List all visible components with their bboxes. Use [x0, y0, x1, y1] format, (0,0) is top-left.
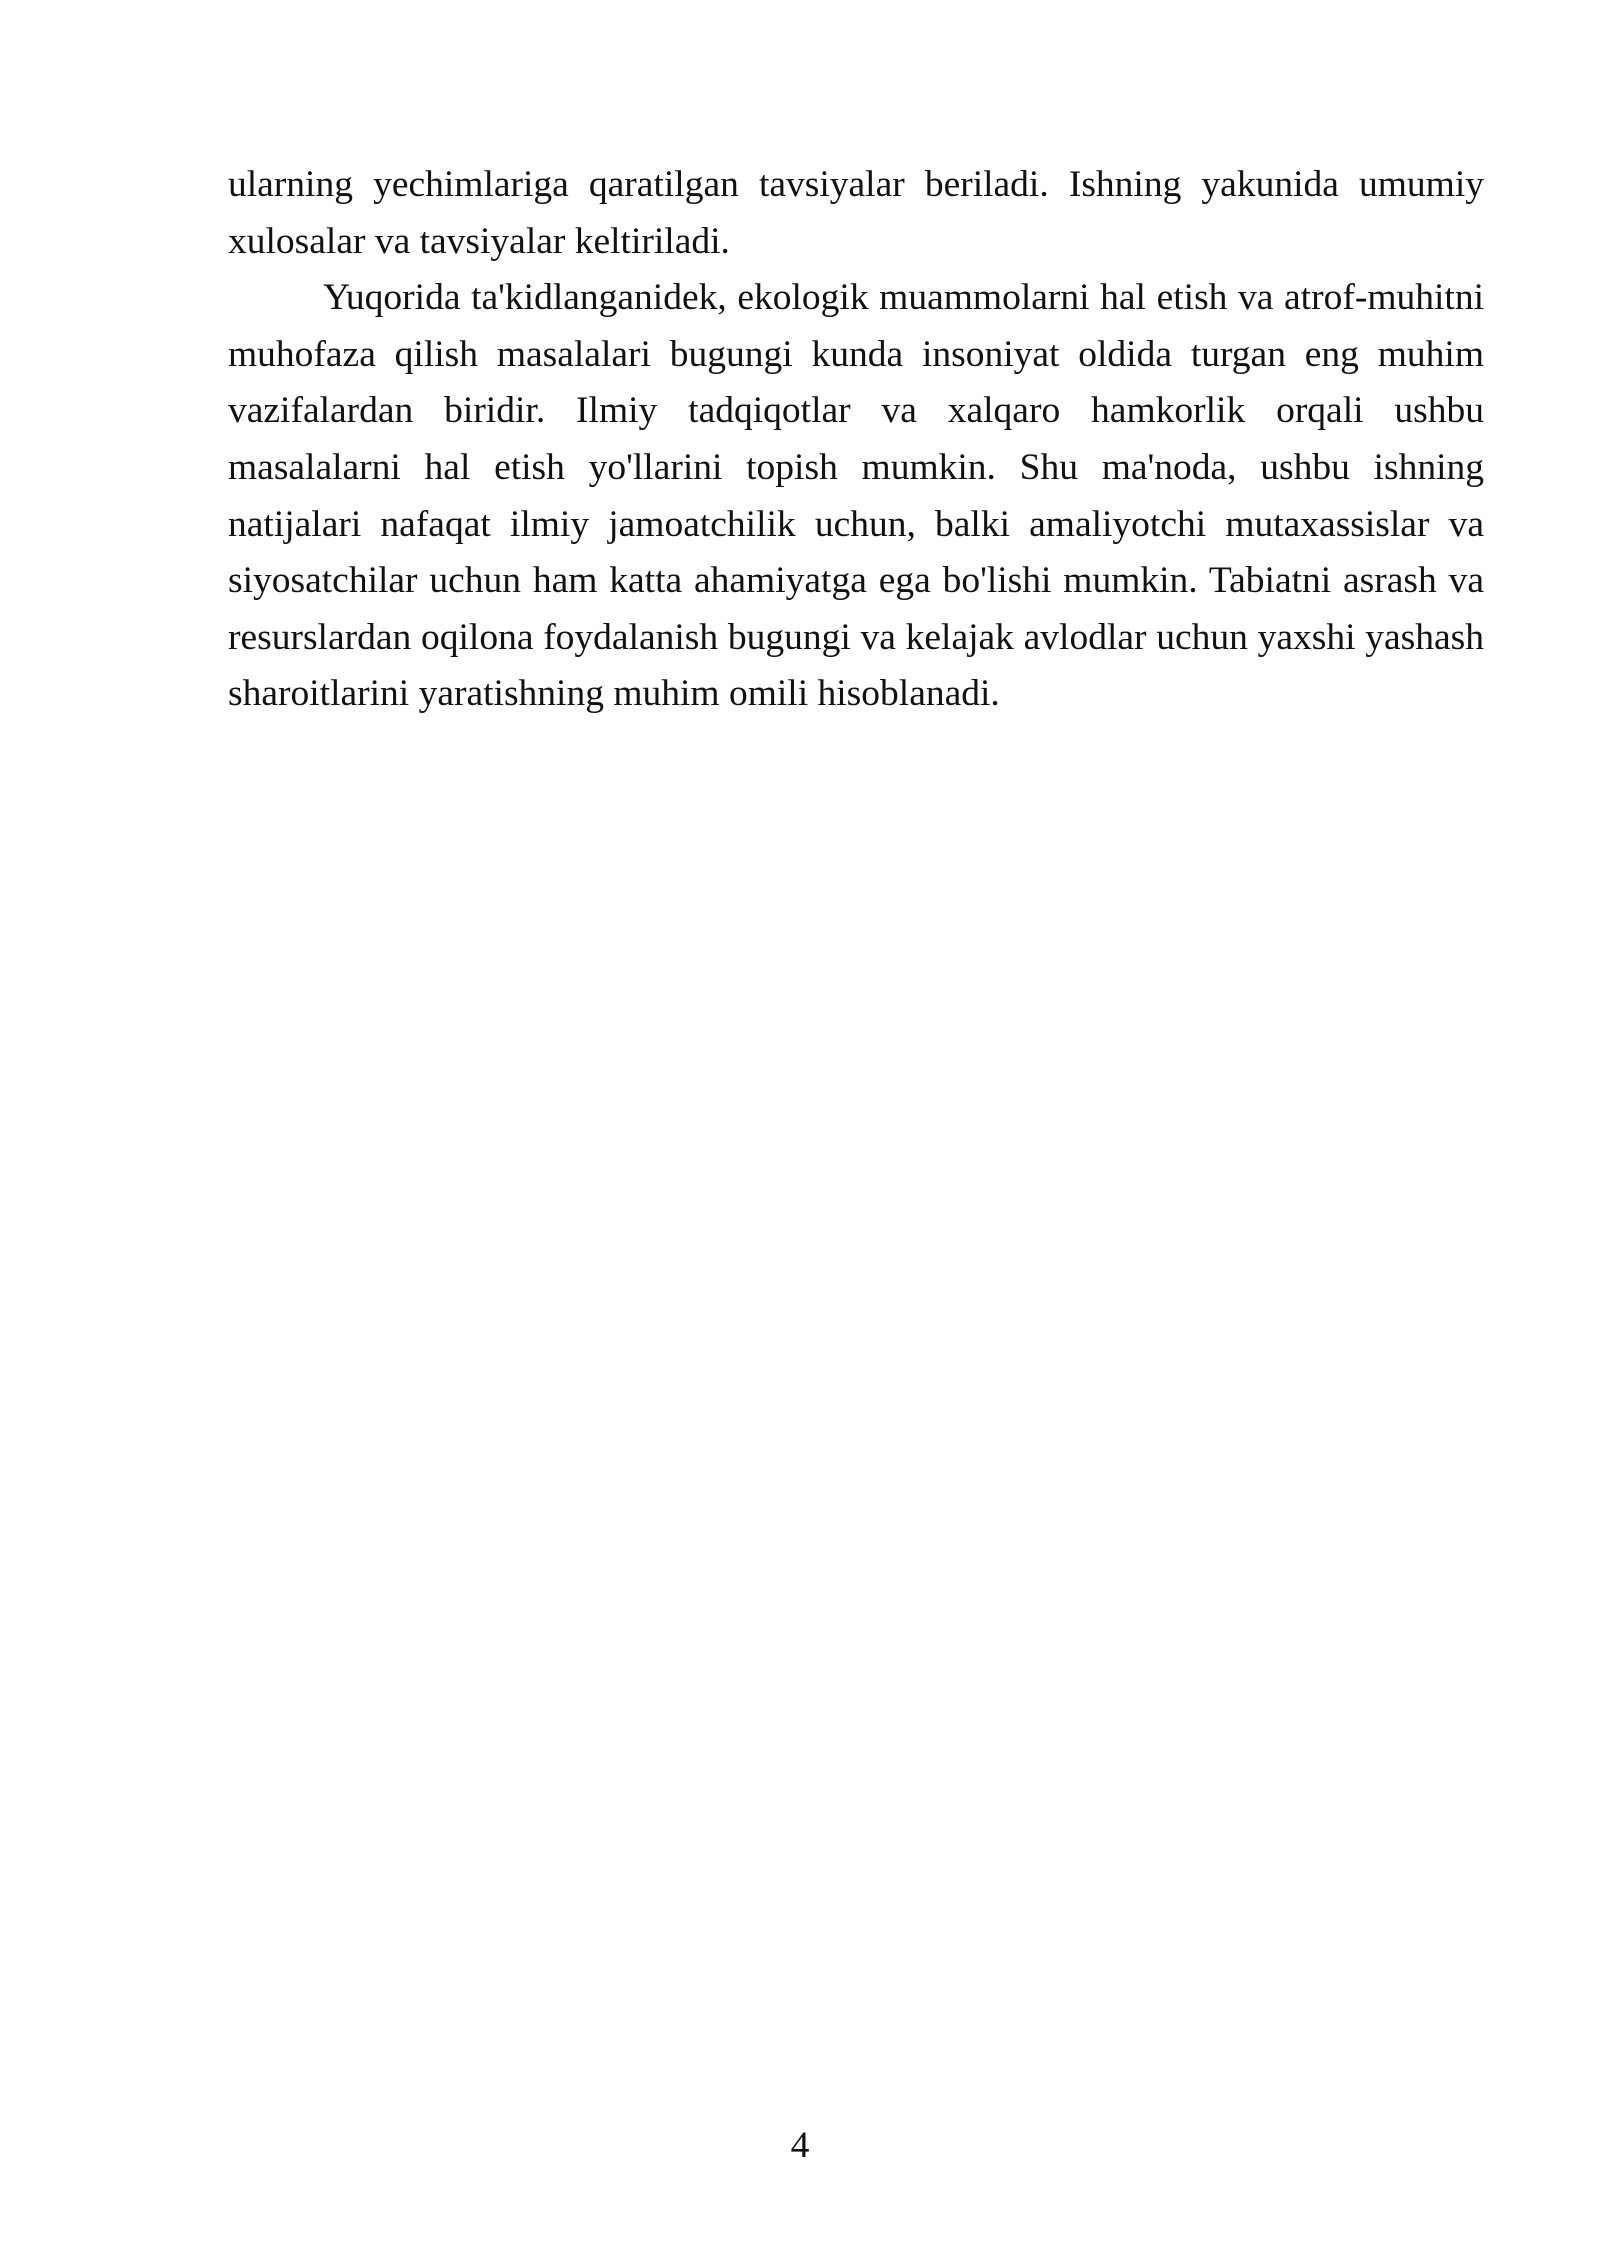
paragraph-continuation: ularning yechimlariga qaratilgan tavsiyalar beriladi. Ishning yakunida umumiy xulosalar va tavsiyalar keltiriladi. — [228, 164, 1484, 262]
body-text — [228, 157, 1484, 723]
paragraph-conclusion: Yuqorida ta'kidlanganidek, ekologik muammolarni hal etish va atrof-muhitni muhofaza qilish masalalari bugungi kunda insoniyat oldida turgan eng muhim vazifalardan biridir. Ilmiy tadqiqotlar va xalqaro hamkorlik orqali ushbu masalalarni hal etish yo'llarini topish mumkin. Shu ma'noda, ushbu ishning natijalari nafaqat ilmiy jamoatchilik uchun, balki amaliyotchi mutaxassislar va siyosatchilar uchun ham katta ahamiyatga ega bo'lishi mumkin. Tabiatni asrash va resurslardan oqilona foydalanish bugungi va kelajak avlodlar uchun yaxshi yashash sharoitlarini yaratishning muhim omili hisoblanadi. — [228, 277, 1484, 715]
page-number: 4 — [790, 2125, 810, 2166]
